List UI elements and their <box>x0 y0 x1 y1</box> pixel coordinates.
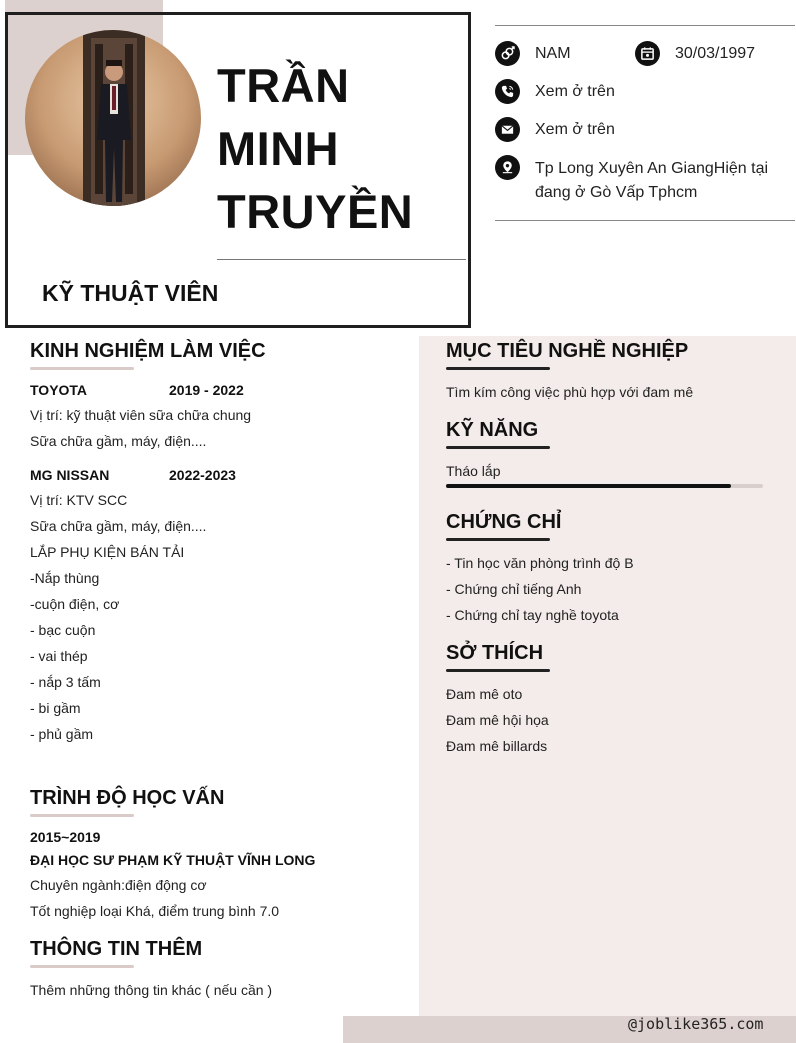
job-2-line: - bi gầm <box>30 700 81 716</box>
experience-title-rule <box>30 367 134 370</box>
job-2-line: - bạc cuộn <box>30 622 96 638</box>
skill-name: Tháo lắp <box>446 463 501 479</box>
calendar-icon <box>635 41 660 66</box>
gender-value: NAM <box>535 45 571 62</box>
education-title-rule <box>30 814 134 817</box>
certificate-item: - Tin học văn phòng trình độ B <box>446 555 634 571</box>
email-value: Xem ở trên <box>535 121 615 138</box>
hobby-item: Đam mê oto <box>446 686 523 702</box>
dob-value: 30/03/1997 <box>675 45 756 62</box>
experience-title: KINH NGHIỆM LÀM VIỆC <box>30 340 266 362</box>
skill-level-fill <box>446 484 731 488</box>
name-line-1: TRẦN <box>217 59 350 112</box>
job-2-line: LẮP PHỤ KIỆN BÁN TẢI <box>30 544 185 560</box>
job-2-line: - vai thép <box>30 648 88 664</box>
gender-icon <box>495 41 520 66</box>
job-2-line: - phủ gầm <box>30 726 94 742</box>
education-period: 2015~2019 <box>30 829 101 845</box>
phone-icon <box>495 79 520 104</box>
job-1-period: 2019 - 2022 <box>169 382 244 398</box>
certificates-title: CHỨNG CHỈ <box>446 511 562 533</box>
skills-title: KỸ NĂNG <box>446 419 539 441</box>
contact-top-divider <box>495 25 795 26</box>
extra-info-title-rule <box>30 965 134 968</box>
education-line: Tốt nghiệp loại Khá, điểm trung bình 7.0 <box>30 903 280 919</box>
hobbies-title: SỞ THÍCH <box>446 642 544 664</box>
name-line-2: MINH <box>217 122 340 175</box>
extra-info-text: Thêm những thông tin khác ( nếu cần ) <box>30 982 273 998</box>
job-2-line: - nắp 3 tấm <box>30 674 101 690</box>
skill-level-bar <box>446 484 763 488</box>
location-icon <box>495 155 520 180</box>
certificate-item: - Chứng chỉ tay nghề toyota <box>446 607 619 623</box>
job-2-period: 2022-2023 <box>169 467 236 483</box>
phone-value: Xem ở trên <box>535 83 615 100</box>
extra-info-title: THÔNG TIN THÊM <box>30 938 203 960</box>
certificate-item: - Chứng chỉ tiếng Anh <box>446 581 582 597</box>
job-1-company: TOYOTA <box>30 382 88 398</box>
job-2-line: -Nắp thùng <box>30 570 100 586</box>
name-divider <box>217 259 466 260</box>
objective-text: Tìm kím công việc phù hợp với đam mê <box>446 384 694 400</box>
footer-watermark: @joblike365.com <box>628 1015 764 1033</box>
objective-title: MỤC TIÊU NGHỀ NGHIỆP <box>446 340 689 362</box>
job-title: KỸ THUẬT VIÊN <box>42 280 219 306</box>
education-line: Chuyên ngành:điện động cơ <box>30 877 207 893</box>
skills-title-rule <box>446 446 550 449</box>
email-icon <box>495 117 520 142</box>
certificates-title-rule <box>446 538 550 541</box>
education-title: TRÌNH ĐỘ HỌC VẤN <box>30 787 225 809</box>
education-school: ĐẠI HỌC SƯ PHẠM KỸ THUẬT VĨNH LONG <box>30 852 316 868</box>
hobby-item: Đam mê billards <box>446 738 548 754</box>
job-2-line: Vị trí: KTV SCC <box>30 492 128 508</box>
name-line-3: TRUYỀN <box>217 185 414 238</box>
full-name <box>217 54 457 243</box>
job-1-line: Sữa chữa gầm, máy, điện.... <box>30 433 207 449</box>
contact-bottom-divider <box>495 220 795 221</box>
job-2-line: Sữa chữa gầm, máy, điện.... <box>30 518 207 534</box>
address-value: Tp Long Xuyên An GiangHiện tại đang ở Gò Vấp Tphcm <box>535 160 769 201</box>
hobby-item: Đam mê hội họa <box>446 712 549 728</box>
job-2-company: MG NISSAN <box>30 467 110 483</box>
hobbies-title-rule <box>446 669 550 672</box>
avatar-photo <box>25 30 201 206</box>
job-1-line: Vị trí: kỹ thuật viên sữa chữa chung <box>30 407 252 423</box>
objective-title-rule <box>446 367 550 370</box>
job-2-line: -cuộn điện, cơ <box>30 596 120 612</box>
